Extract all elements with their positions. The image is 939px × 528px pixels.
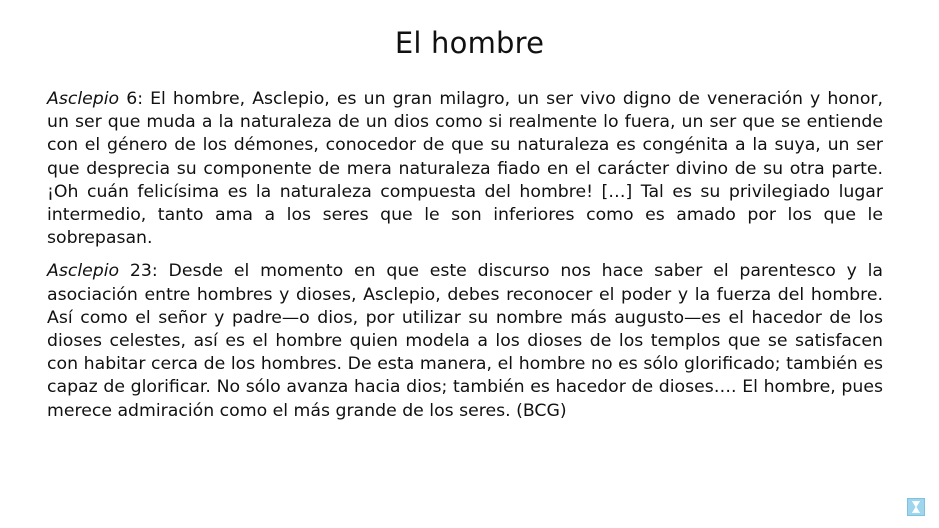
paragraph-text: Desde el momento en que este discurso nos hace saber el parentesco y la asociación entre hombres y dioses, Asclepio, debes reconocer el poder y la fuerza del hombre. Así como el señor y padre—o dios, por utilizar su nombre más augusto—es el hacedor de los dioses celestes, así es el hombre quien modela a los dioses de los templos que se satisfacen con habitar cerca de los hombres. De esta manera, el hombre no es sólo glorificado; también es capaz de glorificar. No sólo avanza hacia dios; también es hacedor de dioses…. El hombre, pues merece admiración como el más grande de los seres. (BCG) xyxy=(47,261,883,421)
source-citation: Asclepio xyxy=(47,89,120,109)
source-citation: Asclepio xyxy=(47,261,120,282)
slide-title: El hombre xyxy=(394,26,545,60)
paragraph-asclepio-23 xyxy=(47,260,883,422)
paragraph-text: El hombre, Asclepio, es un gran milagro, un ser vivo digno de veneración y honor, un ser que muda a la naturaleza de un dios como si realmente lo fuera, un ser que se entiende con el género de los démones, conocedor de que su naturaleza es congénita a la suya, un ser que desprecia su componente de mera naturaleza fiado en el carácter divino de su otra parte. ¡Oh cuán felicísima es la naturaleza compuesta del hombre! […] Tal es su privilegiado lugar intermedio, tanto ama a los seres que le son inferiores como es amado por los que le sobrepasan. xyxy=(47,89,884,249)
section-number: 6: xyxy=(119,89,144,109)
slide-body xyxy=(47,88,883,433)
hourglass-icon xyxy=(911,501,921,513)
paragraph-asclepio-6 xyxy=(47,88,883,250)
corner-control-button[interactable] xyxy=(907,498,925,516)
section-number: 23: xyxy=(119,261,158,282)
